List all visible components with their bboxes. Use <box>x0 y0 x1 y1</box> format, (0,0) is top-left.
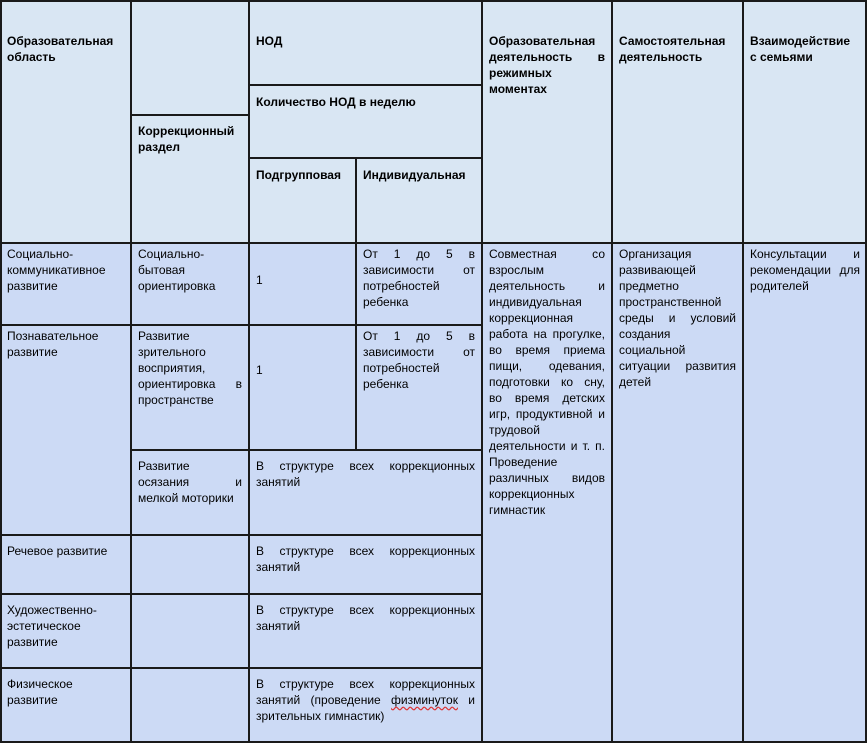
row-combined: В структуре всех коррекционных занятий <box>249 535 482 594</box>
header-family: Взаимодействие с семьями <box>743 0 867 243</box>
row-combined: В структуре всех коррекционных занятий <box>249 450 482 535</box>
combined-text-start: В структуре всех коррекционных занятий (проведение <box>256 677 475 707</box>
row-individual-count: От 1 до 5 в зависимости от потребностей ребенка <box>356 243 482 325</box>
table-border <box>0 242 867 244</box>
header-correction-section: Коррекционный раздел <box>131 115 249 243</box>
header-independent: Самостоятельная деятельность <box>612 0 743 243</box>
table-border <box>481 0 483 743</box>
header-subgroup: Подгрупповая <box>249 158 356 243</box>
header-regime: Образовательная деятельность в режимных моментах <box>482 0 612 243</box>
row-correction <box>131 535 249 594</box>
table-border <box>0 0 867 2</box>
table-border <box>742 0 744 743</box>
row-area: Художественно-эстетическое развитие <box>0 594 131 668</box>
table-border <box>0 593 483 595</box>
row-area: Физическое развитие <box>0 668 131 743</box>
table-border <box>130 449 483 451</box>
row-combined: В структуре всех коррекционных занятий <box>249 594 482 668</box>
row-subgroup-count: 1 <box>249 325 356 450</box>
row-correction: Развитие зрительного восприятия, ориентировка в пространстве <box>131 325 249 450</box>
header-nod-count: Количество НОД в неделю <box>249 85 482 158</box>
independent-activity-cell: Организация развивающей предметно пространственной среды и условий создания социальной ситуации развития детей <box>612 243 743 743</box>
table-border <box>0 667 483 669</box>
table-border <box>248 157 483 159</box>
header-nod: НОД <box>249 0 482 85</box>
row-subgroup-count: 1 <box>249 243 356 325</box>
table-border <box>0 0 2 743</box>
row-area: Речевое развитие <box>0 535 131 594</box>
table-border <box>130 0 132 743</box>
family-interaction-cell: Консультации и рекомендации для родителей <box>743 243 867 743</box>
table-border <box>248 84 483 86</box>
regime-activity-cell: Совместная со взрослым деятельность и индивидуальная коррекционная работа на прогулке, во время приема пищи, одевания, подготовки ко сну, во время детских игр, продуктивной и трудовой деятельности и т. п. Проведение различных видов коррекционных гимнастик <box>482 243 612 743</box>
row-individual-count: От 1 до 5 в зависимости от потребностей ребенка <box>356 325 482 450</box>
row-correction <box>131 668 249 743</box>
combined-text-end: и зрительных гимнастик) <box>256 693 475 723</box>
table-border <box>130 114 250 116</box>
table-border <box>355 158 357 450</box>
table-border <box>0 534 483 536</box>
row-combined <box>249 668 482 743</box>
spellcheck-marked-word: физминуток <box>391 693 458 707</box>
row-area: Социально-коммуникативное развитие <box>0 243 131 325</box>
table-border <box>248 0 250 743</box>
header-area: Образовательная область <box>0 0 131 243</box>
row-area: Познавательное развитие <box>0 325 131 535</box>
header-individual: Индивидуальная <box>356 158 482 243</box>
row-correction <box>131 594 249 668</box>
table-border <box>611 0 613 743</box>
header-empty <box>131 0 249 115</box>
row-correction: Развитие осязания и мелкой моторики <box>131 450 249 535</box>
row-correction: Социально-бытовая ориентировка <box>131 243 249 325</box>
table-border <box>0 324 483 326</box>
